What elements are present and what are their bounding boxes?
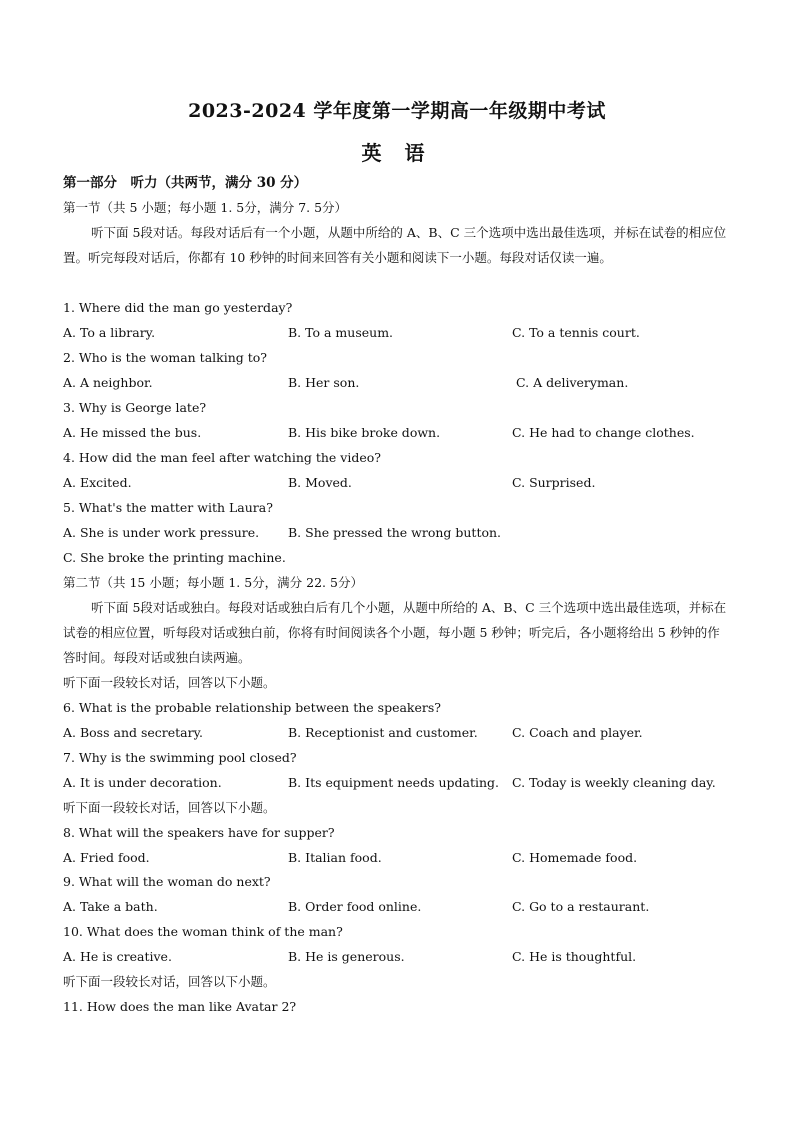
option-b: B. To a museum. (288, 325, 394, 340)
question-stem: 1. Where did the man go yesterday? (63, 300, 293, 315)
question-stem: 7. Why is the swimming pool closed? (63, 750, 297, 765)
option-c: C. Today is weekly cleaning day. (512, 775, 716, 790)
question-stem: 6. What is the probable relationship between the speakers? (63, 700, 441, 715)
part1-heading: 第一部分 听力（共两节，满分 30 分） (63, 175, 308, 191)
option-a: A. Excited. (63, 475, 132, 490)
question-stem: 5. What's the matter with Laura? (63, 500, 273, 515)
question-stem: 11. How does the man like Avatar 2? (63, 999, 297, 1014)
option-a: A. Take a bath. (63, 899, 158, 914)
question-stem: 8. What will the speakers have for supper? (63, 825, 335, 840)
option-a: A. She is under work pressure. (63, 525, 260, 540)
option-b: B. Its equipment needs updating. (288, 775, 500, 790)
section1-heading: 第一节（共 5 小题；每小题 1. 5分，满分 7. 5分） (63, 200, 348, 215)
long-dialogue-note: 听下面一段较长对话，回答以下小题。 (63, 974, 276, 989)
option-c: C. A deliveryman. (516, 375, 629, 390)
section2-heading: 第二节（共 15 小题；每小题 1. 5分，满分 22. 5分） (63, 575, 363, 590)
option-c: C. Go to a restaurant. (512, 899, 650, 914)
option-a: A. Boss and secretary. (63, 725, 203, 740)
option-c: C. He had to change clothes. (512, 425, 695, 440)
option-b: B. He is generous. (288, 949, 405, 964)
option-c: C. To a tennis court. (512, 325, 640, 340)
option-a: A. To a library. (63, 325, 156, 340)
option-b: B. Italian food. (288, 850, 382, 865)
section1-instructions: 听下面 5段对话。每段对话后有一个小题，从题中所给的 A、B、C 三个选项中选出最佳选项，并标在试卷的相应位置。听完每段对话后，你都有 10 秒钟的时间来回答有关小题和阅读下一小题。每段对话仅读一遍。 (63, 225, 727, 265)
option-a: A. Fried food. (63, 850, 150, 865)
option-a: A. He is creative. (63, 949, 172, 964)
question-stem: 4. How did the man feel after watching the video? (63, 450, 381, 465)
option-b: B. Moved. (288, 475, 352, 490)
option-c: C. Coach and player. (512, 725, 643, 740)
option-a: A. It is under decoration. (63, 775, 222, 790)
option-b: B. Order food online. (288, 899, 422, 914)
exam-title: 2023-2024 学年度第一学期高一年级期中考试 (188, 100, 606, 122)
option-c: C. She broke the printing machine. (63, 550, 286, 565)
option-b: B. Her son. (288, 375, 360, 390)
question-stem: 9. What will the woman do next? (63, 874, 271, 889)
long-dialogue-note: 听下面一段较长对话，回答以下小题。 (63, 675, 276, 690)
option-c: C. Homemade food. (512, 850, 638, 865)
question-stem: 3. Why is George late? (63, 400, 207, 415)
section2-instructions: 听下面 5段对话或独白。每段对话或独白后有几个小题，从题中所给的 A、B、C 三个选项中选出最佳选项，并标在试卷的相应位置，听每段对话或独白前，你将有时间阅读各个小题，每小题 5 秒钟；听完后，各小题将给出 5 秒钟的作答时间。每段对话或独白读两遍。 (63, 600, 727, 665)
option-c: C. He is thoughtful. (512, 949, 637, 964)
option-a: A. A neighbor. (63, 375, 153, 390)
option-c: C. Surprised. (512, 475, 596, 490)
option-b: B. His bike broke down. (288, 425, 441, 440)
option-b: B. She pressed the wrong button. (288, 525, 502, 540)
question-stem: 2. Who is the woman talking to? (63, 350, 268, 365)
long-dialogue-note: 听下面一段较长对话，回答以下小题。 (63, 800, 276, 815)
option-b: B. Receptionist and customer. (288, 725, 478, 740)
option-a: A. He missed the bus. (63, 425, 202, 440)
question-stem: 10. What does the woman think of the man? (63, 924, 343, 939)
subject-title: 英 语 (361, 141, 433, 165)
